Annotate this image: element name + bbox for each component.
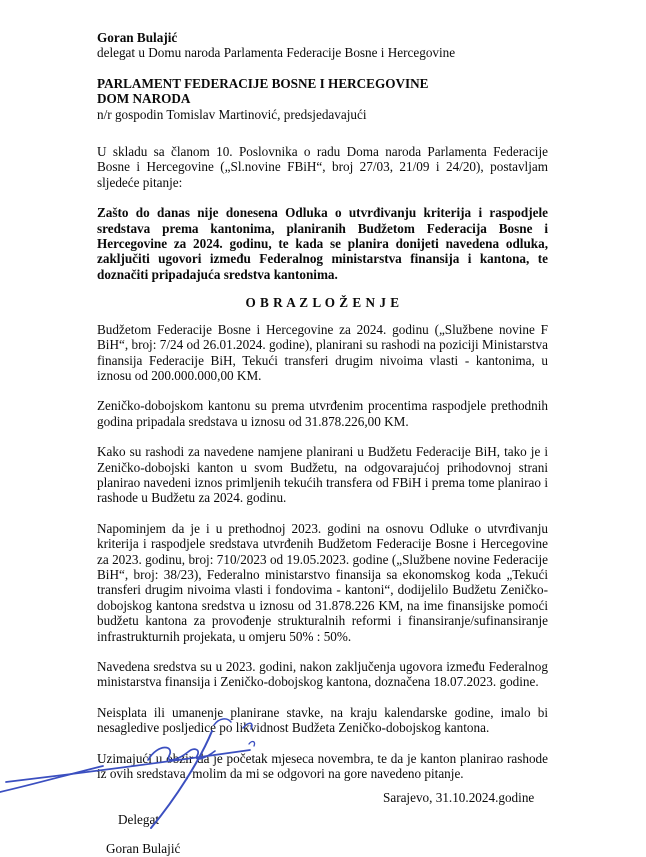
letter-paragraph: Zeničko-dobojskom kantonu su prema utvrđenim procentima raspodjele prethodnih godina pripadala sredstava u iznosu od 31.878.226,00 KM. — [97, 398, 548, 429]
signoff-name: Goran Bulajić — [106, 841, 181, 857]
question-paragraph: Zašto do danas nije donesena Odluka o utvrđivanju kriterija i raspodjele sredstava prema kantonima, planiranih Budžetom Federacija Bosne i Hercegovine za 2024. godinu, te kada se planira donijeti navedena odluka, zaključiti ugovori između Federalnog ministarstva finansija i kantona, te doznačiti pripadajuća sredstva kantonima. — [97, 205, 548, 282]
letter-paragraph: Budžetom Federacije Bosne i Hercegovine za 2024. godinu („Službene novine F BiH“, broj: 7/24 od 26.01.2024. godine), planirani su rashodi na poziciji Ministarstva finansija Federacije BiH, Tekući transferi drugim nivoima vlasti - kantonima, u iznosu od 200.000.000,00 KM. — [97, 321, 548, 383]
recipient-institution: PARLAMENT FEDERACIJE BOSNE I HERCEGOVINE — [97, 75, 429, 91]
letter-paragraph: Neisplata ili umanenje planirane stavke, na kraju kalendarske godine, imalo bi nesagledive posljedice po likvidnost Budžeta Zeničko-dobojskog kantona. — [97, 704, 548, 736]
letter-content — [97, 30, 548, 857]
sender-name: Goran Bulajić — [97, 30, 178, 45]
recipient-chamber: DOM NARODA — [97, 91, 191, 107]
signoff-role: Delegat — [118, 811, 160, 827]
section-heading: O B R A Z L O Ž E N J E — [245, 295, 400, 311]
place-and-date: Sarajevo, 31.10.2024.godine — [383, 790, 535, 806]
letter-paragraph: Navedena sredstva su u 2023. godini, nakon zaključenja ugovora između Federalnog ministarstva finansija i Zeničko-dobojskog kantona, doznačena 18.07.2023. godine. — [97, 659, 548, 690]
letter-paragraph: Uzimajući u obzir da je početak mjeseca novembra, te da je kanton planirao rashode iz ovih sredstava, molim da mi se odgovori na gore navedeno pitanje. — [97, 750, 548, 782]
intro-paragraph: U skladu sa članom 10. Poslovnika o radu Doma naroda Parlamenta Federacije Bosne i Hercegovine („Sl.novine FBiH“, broj 27/03, 21/09 i 24/20), postavljam sljedeće pitanje: — [97, 144, 548, 190]
sender-role: delegat u Domu naroda Parlamenta Federacije Bosne i Hercegovine — [97, 45, 456, 61]
recipient-attention: n/r gospodin Tomislav Martinović, predsjedavajući — [97, 106, 367, 122]
letter-paragraph: Napominjem da je i u prethodnoj 2023. godini na osnovu Odluke o utvrđivanju kriterija i raspodjele sredstava utvrđenih Budžetom Federacije Bosne i Hercegovine za 2023. godinu, broj: 710/2023 od 19.05.2023. godine („Službene novine Federacije BiH“, broj: 38/23), Federalno ministarstvo finansija sa ekonomskog koda „Tekući transferi drugim nivoima vlasti i fondovima - kantoni“, dodijelilo Budžetu Zeničko-dobojskog kantona sredstva u iznosu od 31.878.226 KM, na ime finansijske pomoći budžetu kantona za provođenje strukturalnih reformi i finansiranje/sufinansiranje infrastrukturnih projekata, u omjeru 50% : 50%. — [97, 520, 548, 644]
letter-paragraph: Kako su rashodi za navedene namjene planirani u Budžetu Federacije BiH, tako je i Zeničko-dobojski kanton u svom Budžetu, na odgovarajućoj prihodovnoj strani planirao navedeni iznos primljenih tekućih transfera od FBiH i prema tome planirao i rashode u Budžetu za 2024. godinu. — [97, 444, 548, 506]
